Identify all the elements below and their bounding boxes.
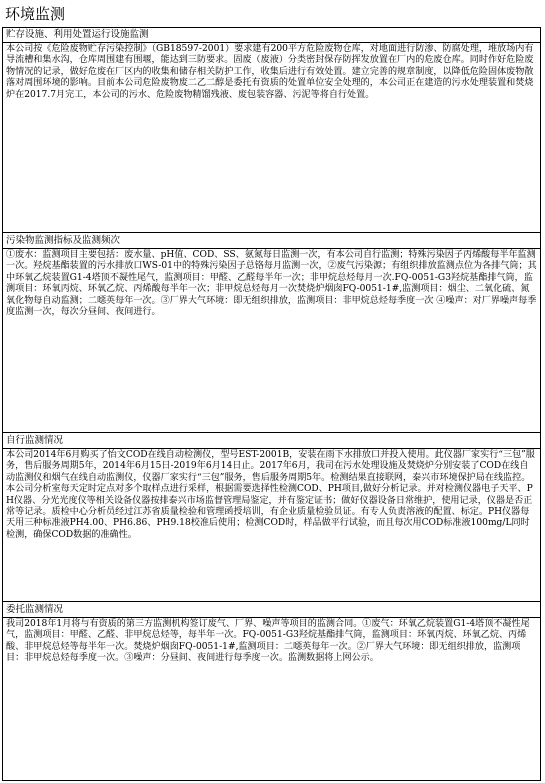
section-body (3, 249, 540, 318)
section-monitoring-indicators (3, 234, 540, 318)
section-divider (3, 432, 540, 433)
section-storage-facility-monitoring (3, 28, 540, 101)
section-title: 自行监测情况 (3, 434, 540, 449)
section-paragraph: 本公司2014年6月购买了怡文COD在线自动检测仪，型号EST-2001B，安装在雨下水排放口并投入使用。此仪器厂家实行“三包”服务，售后服务周期5年，2014年6月15日-2019年6月14日止。2017年6月，我司在污水处理设施及焚烧炉分别安装了COD在线自动监测仪和烟气在线自动监测仪，仪器厂家实行“三包”服务，售后服务周期5年。检测结果直接联网，泰兴市环境保护局在线监控。 (6, 450, 535, 483)
section-entrusted-monitoring (3, 603, 540, 665)
page-title: 环境监测 (5, 5, 66, 23)
section-divider (3, 232, 540, 233)
section-paragraph: ①废水：监测项目主要包括：废水量、pH值、COD、SS、氨氮每日监测一次，有本公司自行监测；特殊污染因子丙烯酸每半年监测一次。羟烷基酯装置的污水排放口WS-01中的特殊污染因子总铬每月监测一次，②废气污染源；有组织排放监测点位为各排气筒；其中环氧乙烷装置G1-4塔顶不凝性尾气，监测项目：甲醛、乙醛每半年一次；非甲烷总烃每月一次.FQ-0051-G3羟烷基酯排气筒，监测项目：环氧丙烷、环氧乙烷、丙烯酸每半年一次；非甲烷总烃每月一次焚烧炉烟囱FQ-0051-1#,监测项目：烟尘、二氧化硫、氮氧化物每自动监测；二噁英每年一次。③厂界大气环境：即无组织排放，监测项目：非甲烷总烃每季度一次 ④噪声：对厂界噪声每季度监测一次，每次分昼间、夜间进行。 (6, 250, 537, 318)
section-body (3, 449, 540, 541)
section-body (3, 43, 540, 101)
section-title: 委托监测情况 (3, 603, 540, 618)
section-self-monitoring (3, 434, 540, 541)
section-body (3, 618, 540, 665)
section-divider (3, 601, 540, 602)
section-paragraph: 本公司按《危险废物贮存污染控制》（GB18597-2001）要求建有200平方危险废物仓库，对地面进行防渗、防腐处理，堆放场内有导流槽和集水沟，仓库周围建有围堰，能达到三防要求。固废（废液）分类密封保存防挥发放置在厂内的危废仓库。同时作好危险废物情况的记录，做好危废在厂区内的收集和储存相关防护工作，收集后进行有效处置。建立完善的规章制度，以降低危险固体废物散落对周围环境的影响。目前本公司危险废物废二乙二醇是委托有资质的处置单位安全处理的，本公司正在建造的污水处理装置和焚烧炉在2017.7月完工，本公司的污水、危险废物精馏残液、废包装容器、污泥等将自行处置。 (6, 44, 534, 100)
section-paragraph: 我司2018年1月将与有资质的第三方监测机构签订废气、厂界、噪声等项目的监测合同。①废气：环氧乙烷装置G1-4塔顶不凝性尾气，监测项目：甲醛、乙醛、非甲烷总烃等，每半年一次。FQ-0051-G3羟烷基酯排气筒，监测项目：环氧丙烷、环氧乙烷、丙烯酸、非甲烷总烃等每半年一次。焚烧炉烟囱FQ-0051-1#,监测项目：二噁英每年一次。②厂界大气环境：即无组织排放，监测项目：非甲烷总烃每季度一次。③噪声：分昼间、夜间进行每季度一次。监测数据将上网公示。 (6, 619, 530, 664)
section-title: 贮存设施、利用处置运行设施监测 (3, 28, 540, 43)
section-title: 污染物监测指标及监测频次 (3, 234, 540, 249)
section-paragraph: 本公司分析室每天定时定点对多个取样点进行采样，根据需要选择性检测COD、PH项目,做好分析记录。并对检测仪器电子天平、PH仪器、分光光度仪等相关设备仪器按排泰兴市场监督管理局鉴定，并有鉴定证书；做好仪器设备日常维护，使用记录，仪器是否正常等记录。质检中心分析员经过江苏省质量检验和管理函授培训，有企业质量检验员证。有专人负责溶液的配置、标定。PH仪器每天用三种标准液PH4.00、PH6.86、PH9.18校准后使用；检测COD时，样品做平行试验，而且每次用COD标准液100mg/L同时检测，确保COD数据的准确性。 (6, 484, 533, 540)
document-frame (2, 27, 541, 781)
